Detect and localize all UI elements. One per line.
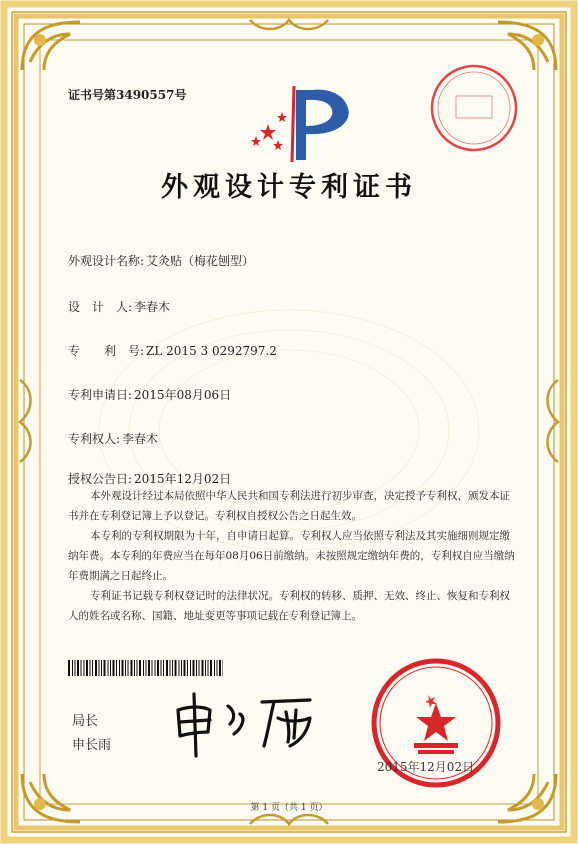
patent-office-logo [248,84,358,164]
patent-number-label: 专 利 号: [68,344,145,358]
body-paragraph: 本外观设计经过本局依照中华人民共和国专利法进行初步审查，决定授予专利权，颁发本证书并在专利登记簿上予以登记。专利权自授权公告之日起生效。 [68,490,510,522]
page-number: 第 1 页（共 1 页） [250,803,328,813]
seal-date: 2015年12月02日 [377,760,475,774]
patent-number-field [68,342,277,359]
grant-date-value: 2015年12月02日 [134,472,232,486]
grant-date-label: 授权公告日: [68,472,133,486]
design-name-field [68,252,254,269]
designer-field [68,298,170,315]
director-signature [170,688,320,760]
designer-label: 设 计 人: [68,300,133,314]
body-paragraph: 专利证书记载专利权登记时的法律状况。专利权的转移、质押、无效、终止、恢复和专利权人的姓名或名称、国籍、地址变更等事项记载在专利登记簿上。 [68,590,510,622]
certificate-number: 证书号第3490557号 [68,88,187,102]
application-date-value: 2015年08月06日 [134,388,232,402]
director-title: 局长 [72,714,99,729]
certificate-body [68,486,518,626]
body-paragraph: 本专利的专利权期限为十年，自申请日起算。专利权人应当依照专利法及其实施细则规定缴纳年费。本专利的年费应当在每年08月06日前缴纳。未按照规定缴纳年费的，专利权自应当缴纳年费期满之日起终止。 [68,530,515,582]
design-name-label: 外观设计名称: [68,254,145,268]
designer-value: 李春木 [134,300,171,314]
patent-number-value: ZL 2015 3 0292797.2 [146,344,277,358]
agency-stamp [428,62,520,154]
design-name-value: 艾灸贴（梅花刨型） [146,254,255,268]
grant-date-field [68,470,231,487]
barcode [68,660,223,676]
patentee-value: 李春木 [122,432,159,446]
patentee-field [68,430,158,447]
patentee-label: 专利权人: [68,432,121,446]
application-date-field [68,386,231,403]
application-date-label: 专利申请日: [68,388,133,402]
director-name: 申长雨 [72,738,112,753]
certificate-title: 外观设计专利证书 [161,172,417,203]
